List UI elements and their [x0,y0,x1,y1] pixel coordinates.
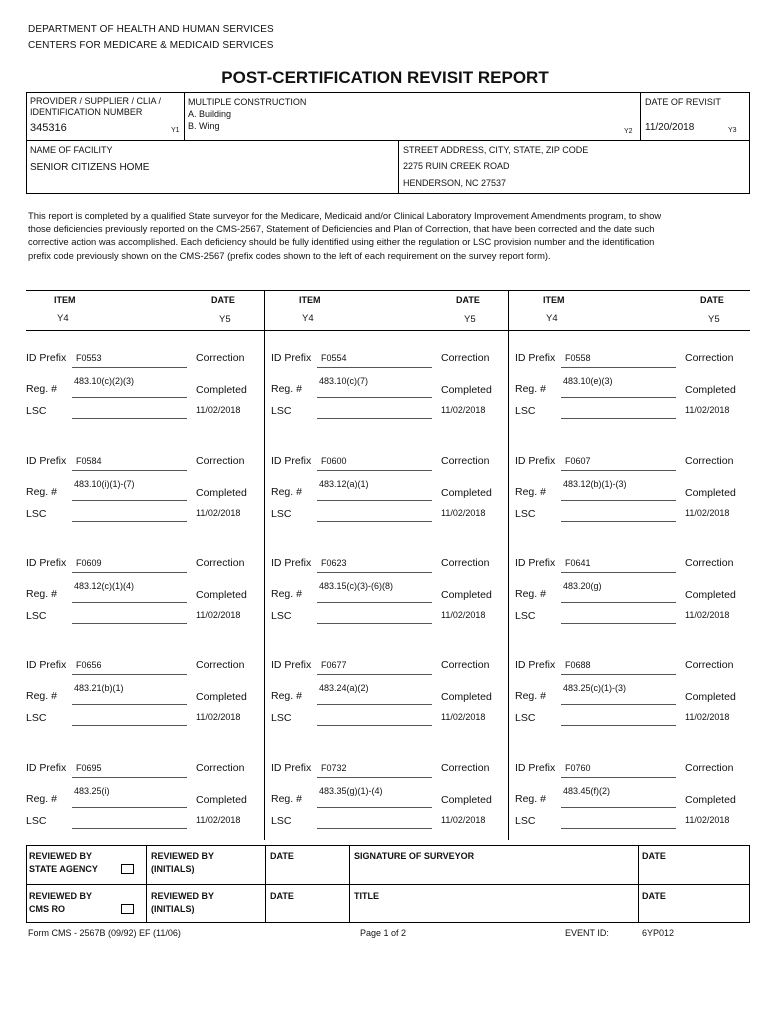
id-prefix-label: ID Prefix [26,557,67,569]
lsc-label: LSC [515,712,536,724]
lsc-label: LSC [271,712,292,724]
completed-label: Completed [685,794,736,806]
id-prefix-label: ID Prefix [26,659,67,671]
construction-label: MULTIPLE CONSTRUCTION A. Building B. Wing [188,97,307,131]
id-prefix-underline [72,674,187,675]
id-prefix-underline [561,777,676,778]
facility-label: NAME OF FACILITY [30,145,113,155]
reg-underline [72,602,187,603]
id-prefix-underline [561,367,676,368]
id-prefix-value[interactable]: F0609 [76,558,102,568]
department-name: DEPARTMENT OF HEALTH AND HUMAN SERVICES [28,24,274,35]
completed-date[interactable]: 11/02/2018 [441,712,486,722]
lsc-underline [317,725,432,726]
id-prefix-value[interactable]: F0760 [565,763,591,773]
construction-code: Y2 [624,128,633,135]
correction-label: Correction [441,762,490,774]
id-prefix-label: ID Prefix [515,352,556,364]
reviewed-cms-label: REVIEWED BY CMS RO [29,891,93,914]
id-prefix-value[interactable]: F0554 [321,353,347,363]
reg-underline [561,807,676,808]
reg-label: Reg. # [271,588,302,600]
agency-name: CENTERS FOR MEDICARE & MEDICAID SERVICES [28,40,274,51]
lsc-underline [561,418,676,419]
intro-paragraph: This report is completed by a qualified State surveyor for the Medicare, Medicaid and/or Clinical Laboratory Improvement Amendments program, to show those deficiencies previously reported on the CMS-2567, Statement of Deficiencies and Plan of Correction, that have been corrected and the date such corrective action was accomplished. Each deficiency should be fully identified using either the regulation or LSC provision number and the identification prefix code previously shown on the CMS-2567 (prefix codes shown to the left of each requirement on the survey report form). [28,210,662,261]
correction-label: Correction [441,455,490,467]
reg-underline [317,704,432,705]
reg-label: Reg. # [26,793,57,805]
date-label-1: DATE [270,851,294,861]
reg-value[interactable]: 483.45(f)(2) [563,786,611,796]
lsc-underline [561,521,676,522]
reg-underline [317,397,432,398]
reg-label: Reg. # [271,690,302,702]
id-prefix-label: ID Prefix [271,455,312,467]
correction-label: Correction [685,455,734,467]
correction-label: Correction [196,455,245,467]
reg-label: Reg. # [26,690,57,702]
cms-ro-checkbox[interactable] [121,904,134,914]
lsc-label: LSC [26,815,47,827]
reg-label: Reg. # [26,486,57,498]
reg-label: Reg. # [26,383,57,395]
id-prefix-label: ID Prefix [515,659,556,671]
date-label-2: DATE [642,851,666,861]
address-label: STREET ADDRESS, CITY, STATE, ZIP CODE [403,145,589,155]
state-agency-checkbox[interactable] [121,864,134,874]
id-prefix-label: ID Prefix [271,762,312,774]
revisit-date-value[interactable]: 11/20/2018 [645,122,695,133]
correction-label: Correction [196,762,245,774]
id-prefix-underline [317,572,432,573]
id-prefix-underline [561,674,676,675]
id-prefix-value[interactable]: F0695 [76,763,102,773]
reg-label: Reg. # [515,690,546,702]
column-divider-2 [508,290,509,840]
completed-label: Completed [196,589,247,601]
lsc-label: LSC [26,712,47,724]
id-prefix-underline [72,470,187,471]
completed-date[interactable]: 11/02/2018 [196,405,241,415]
lsc-label: LSC [271,815,292,827]
reg-underline [317,602,432,603]
completed-date[interactable]: 11/02/2018 [685,610,730,620]
lsc-label: LSC [515,405,536,417]
item-header: ITEM [299,295,321,305]
signature-label: SIGNATURE OF SURVEYOR [354,851,475,861]
id-prefix-value[interactable]: F0641 [565,558,591,568]
id-prefix-label: ID Prefix [515,557,556,569]
id-prefix-underline [72,572,187,573]
id-prefix-value[interactable]: F0677 [321,660,347,670]
completed-date[interactable]: 11/02/2018 [196,508,241,518]
reg-value[interactable]: 483.10(c)(2)(3) [74,376,135,386]
id-prefix-underline [317,470,432,471]
completed-label: Completed [196,794,247,806]
lsc-label: LSC [26,610,47,622]
provider-number[interactable]: 345316 [30,122,67,134]
lsc-underline [72,418,187,419]
column-header-top-line [26,290,750,291]
reg-underline [317,500,432,501]
id-prefix-underline [317,674,432,675]
event-id-label: EVENT ID: [565,928,609,938]
reg-label: Reg. # [271,793,302,805]
id-prefix-label: ID Prefix [26,762,67,774]
id-prefix-underline [72,777,187,778]
correction-label: Correction [685,659,734,671]
lsc-label: LSC [515,508,536,520]
id-prefix-underline [561,470,676,471]
id-prefix-value[interactable]: F0558 [565,353,591,363]
lsc-underline [317,623,432,624]
date-code: Y5 [219,314,231,325]
provider-label: PROVIDER / SUPPLIER / CLIA / IDENTIFICATION NUMBER [30,96,162,117]
lsc-underline [561,725,676,726]
completed-date[interactable]: 11/02/2018 [685,712,730,722]
date-label-4: DATE [642,891,666,901]
lsc-underline [72,521,187,522]
id-prefix-underline [72,367,187,368]
id-prefix-value[interactable]: F0600 [321,456,347,466]
lsc-underline [72,623,187,624]
reg-value[interactable]: 483.15(c)(3)-(6)(8) [319,581,394,591]
id-prefix-label: ID Prefix [26,455,67,467]
reg-value[interactable]: 483.10(i)(1)-(7) [74,479,135,489]
correction-label: Correction [441,352,490,364]
completed-label: Completed [685,487,736,499]
reg-value[interactable]: 483.24(a)(2) [319,683,369,693]
date-header: DATE [456,295,480,305]
lsc-label: LSC [271,610,292,622]
completed-label: Completed [441,589,492,601]
completed-date[interactable]: 11/02/2018 [441,508,486,518]
completed-date[interactable]: 11/02/2018 [685,508,730,518]
id-prefix-value[interactable]: F0607 [565,456,591,466]
correction-label: Correction [196,352,245,364]
correction-label: Correction [196,659,245,671]
reg-underline [72,704,187,705]
completed-date[interactable]: 11/02/2018 [196,610,241,620]
completed-label: Completed [685,384,736,396]
lsc-label: LSC [271,405,292,417]
reg-value[interactable]: 483.35(g)(1)-(4) [319,786,383,796]
date-header: DATE [700,295,724,305]
date-code: Y5 [708,314,720,325]
completed-label: Completed [685,589,736,601]
page-number: Page 1 of 2 [360,928,407,938]
completed-date[interactable]: 11/02/2018 [196,815,241,825]
completed-label: Completed [441,794,492,806]
reg-label: Reg. # [515,793,546,805]
completed-label: Completed [441,691,492,703]
id-prefix-label: ID Prefix [271,352,312,364]
provider-code: Y1 [171,127,180,134]
revisit-code: Y3 [728,127,737,134]
id-prefix-underline [317,777,432,778]
initials-label-1: REVIEWED BY (INITIALS) [151,851,215,874]
correction-label: Correction [441,659,490,671]
id-prefix-value[interactable]: F0553 [76,353,102,363]
reg-underline [72,500,187,501]
address-line2[interactable]: HENDERSON, NC 27537 [403,178,507,188]
completed-label: Completed [685,691,736,703]
item-header: ITEM [543,295,565,305]
reg-value[interactable]: 483.25(i) [74,786,110,796]
correction-label: Correction [685,352,734,364]
facility-name[interactable]: SENIOR CITIZENS HOME [30,162,150,173]
reg-underline [561,602,676,603]
correction-label: Correction [196,557,245,569]
correction-label: Correction [441,557,490,569]
completed-label: Completed [441,487,492,499]
lsc-underline [317,828,432,829]
completed-label: Completed [441,384,492,396]
page-title: POST-CERTIFICATION REVISIT REPORT [221,68,549,87]
item-code: Y4 [302,313,314,324]
reg-label: Reg. # [271,383,302,395]
reg-value[interactable]: 483.10(c)(7) [319,376,369,386]
correction-label: Correction [685,557,734,569]
date-label-3: DATE [270,891,294,901]
reg-underline [561,500,676,501]
id-prefix-value[interactable]: F0584 [76,456,102,466]
lsc-label: LSC [515,815,536,827]
address-line1[interactable]: 2275 RUIN CREEK ROAD [403,161,510,171]
initials-label-2: REVIEWED BY (INITIALS) [151,891,215,914]
id-prefix-label: ID Prefix [515,455,556,467]
completed-date[interactable]: 11/02/2018 [685,815,730,825]
event-id-value: 6YP012 [642,928,675,938]
reg-underline [561,704,676,705]
correction-label: Correction [685,762,734,774]
item-code: Y4 [57,313,69,324]
lsc-label: LSC [515,610,536,622]
id-prefix-label: ID Prefix [271,659,312,671]
lsc-label: LSC [271,508,292,520]
title-label: TITLE [354,891,379,901]
lsc-underline [72,725,187,726]
reg-label: Reg. # [515,588,546,600]
reg-value[interactable]: 483.25(c)(1)-(3) [563,683,627,693]
reg-underline [72,807,187,808]
lsc-underline [561,828,676,829]
completed-label: Completed [196,691,247,703]
reg-underline [561,397,676,398]
reg-label: Reg. # [515,486,546,498]
reg-value[interactable]: 483.10(e)(3) [563,376,613,386]
reg-label: Reg. # [271,486,302,498]
completed-date[interactable]: 11/02/2018 [441,405,486,415]
id-prefix-label: ID Prefix [271,557,312,569]
id-prefix-value[interactable]: F0732 [321,763,347,773]
reg-label: Reg. # [26,588,57,600]
lsc-underline [317,418,432,419]
reg-value[interactable]: 483.12(b)(1)-(3) [563,479,627,489]
reg-value[interactable]: 483.21(b)(1) [74,683,124,693]
lsc-label: LSC [26,405,47,417]
reg-underline [317,807,432,808]
date-code: Y5 [464,314,476,325]
reg-underline [72,397,187,398]
lsc-underline [561,623,676,624]
id-prefix-underline [561,572,676,573]
completed-date[interactable]: 11/02/2018 [685,405,730,415]
reviewed-state-label: REVIEWED BY STATE AGENCY [29,851,98,874]
id-prefix-underline [317,367,432,368]
date-header: DATE [211,295,235,305]
completed-date[interactable]: 11/02/2018 [441,815,486,825]
lsc-underline [72,828,187,829]
completed-label: Completed [196,487,247,499]
id-prefix-label: ID Prefix [515,762,556,774]
id-prefix-label: ID Prefix [26,352,67,364]
item-code: Y4 [546,313,558,324]
id-prefix-value[interactable]: F0688 [565,660,591,670]
item-header: ITEM [54,295,76,305]
completed-date[interactable]: 11/02/2018 [196,712,241,722]
reg-label: Reg. # [515,383,546,395]
reg-value[interactable]: 483.20(g) [563,581,602,591]
column-divider-1 [264,290,265,840]
revisit-date-label: DATE OF REVISIT [645,97,721,107]
reg-value[interactable]: 483.12(c)(1)(4) [74,581,135,591]
id-prefix-value[interactable]: F0623 [321,558,347,568]
completed-date[interactable]: 11/02/2018 [441,610,486,620]
column-header-bottom-line [26,330,750,331]
lsc-label: LSC [26,508,47,520]
completed-label: Completed [196,384,247,396]
reg-value[interactable]: 483.12(a)(1) [319,479,369,489]
id-prefix-value[interactable]: F0656 [76,660,102,670]
form-number: Form CMS - 2567B (09/92) EF (11/06) [28,928,181,938]
lsc-underline [317,521,432,522]
